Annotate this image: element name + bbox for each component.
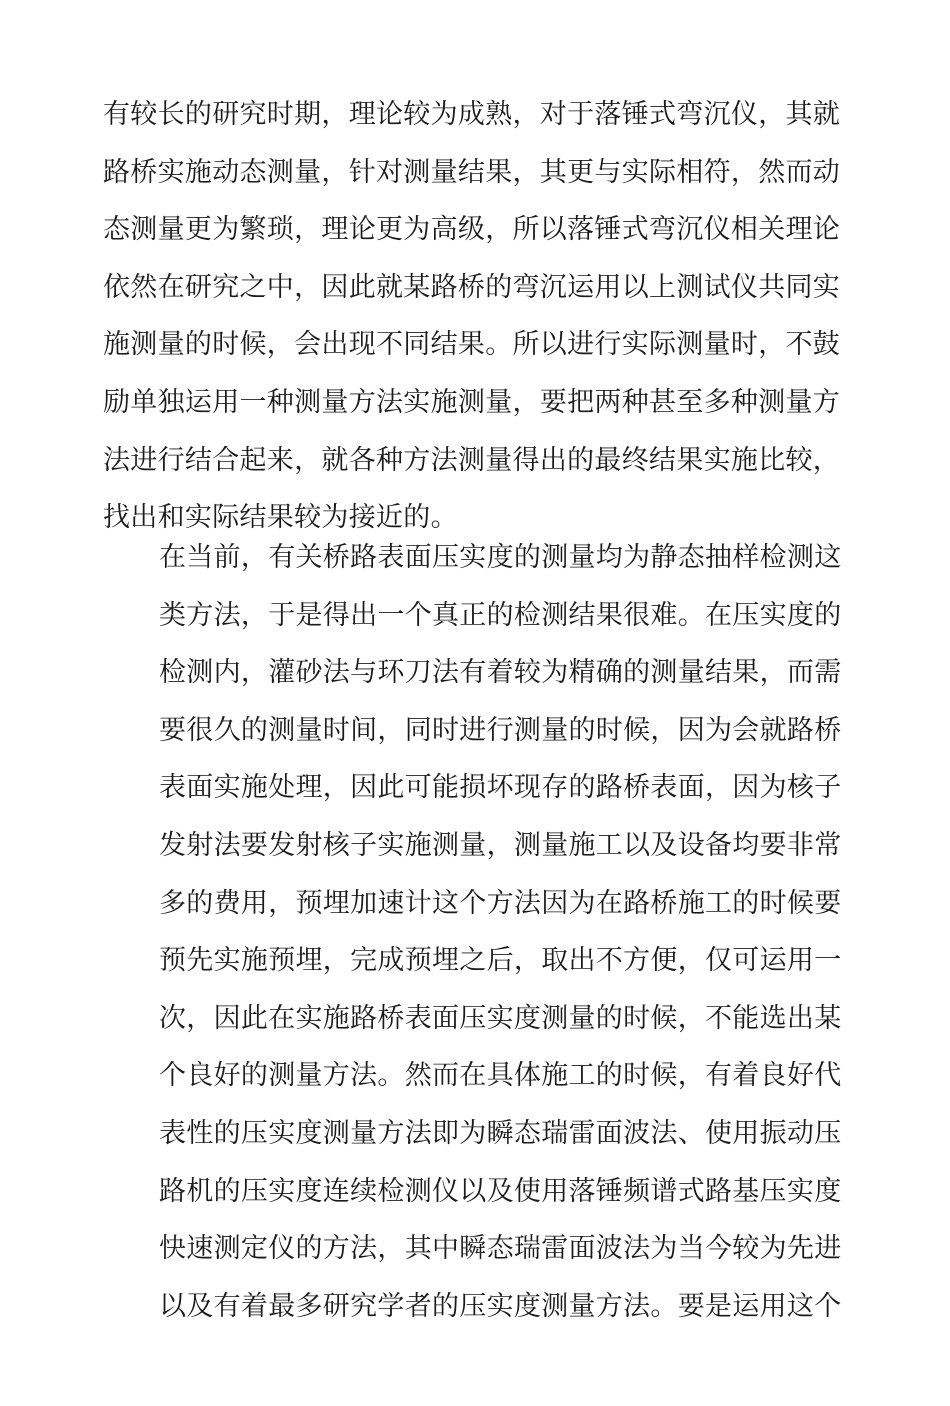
text-line: 表性的压实度测量方法即为瞬态瑞雷面波法、使用振动压: [159, 1117, 842, 1149]
text-line: 表面实施处理，因此可能损坏现存的路桥表面，因为核子: [159, 772, 842, 804]
text-line: 励单独运用一种测量方法实施测量，要把两种甚至多种测量方: [103, 386, 841, 418]
text-line: 态测量更为繁琐，理论更为高级，所以落锤式弯沉仪相关理论: [103, 214, 841, 246]
text-line: 个良好的测量方法。然而在具体施工的时候，有着良好代: [159, 1060, 842, 1092]
paragraph-1: [103, 86, 848, 547]
text-line: 路机的压实度连续检测仪以及使用落锤频谱式路基压实度: [159, 1175, 842, 1207]
text-line: 以及有着最多研究学者的压实度测量方法。要是运用这个: [159, 1290, 842, 1322]
text-line: 类方法，于是得出一个真正的检测结果很难。在压实度的: [159, 599, 842, 631]
text-line: 快速测定仪的方法，其中瞬态瑞雷面波法为当今较为先进: [159, 1233, 842, 1265]
text-line: 法进行结合起来，就各种方法测量得出的最终结果实施比较，: [103, 444, 841, 476]
text-line: 找出和实际结果较为接近的。: [103, 502, 458, 534]
paragraph-2: [159, 529, 849, 1335]
text-line: 检测内，灌砂法与环刀法有着较为精确的测量结果，而需: [159, 657, 842, 689]
text-line: 依然在研究之中，因此就某路桥的弯沉运用以上测试仪共同实: [103, 271, 841, 303]
text-line: 施测量的时候，会出现不同结果。所以进行实际测量时，不鼓: [103, 329, 841, 361]
text-line: 有较长的研究时期，理论较为成熟，对于落锤式弯沉仪，其就: [103, 99, 841, 130]
text-line: 要很久的测量时间，同时进行测量的时候，因为会就路桥: [159, 714, 842, 746]
text-line: 预先实施预埋，完成预埋之后，取出不方便，仅可运用一: [159, 945, 842, 977]
text-line: 多的费用，预埋加速计这个方法因为在路桥施工的时候要: [159, 887, 842, 919]
text-line: 路桥实施动态测量，针对测量结果，其更与实际相符，然而动: [103, 156, 841, 188]
text-line: 在当前，有关桥路表面压实度的测量均为静态抽样检测这: [159, 542, 842, 573]
text-line: 发射法要发射核子实施测量，测量施工以及设备均要非常: [159, 829, 842, 861]
text-line: 次，因此在实施路桥表面压实度测量的时候，不能选出某: [159, 1002, 842, 1034]
